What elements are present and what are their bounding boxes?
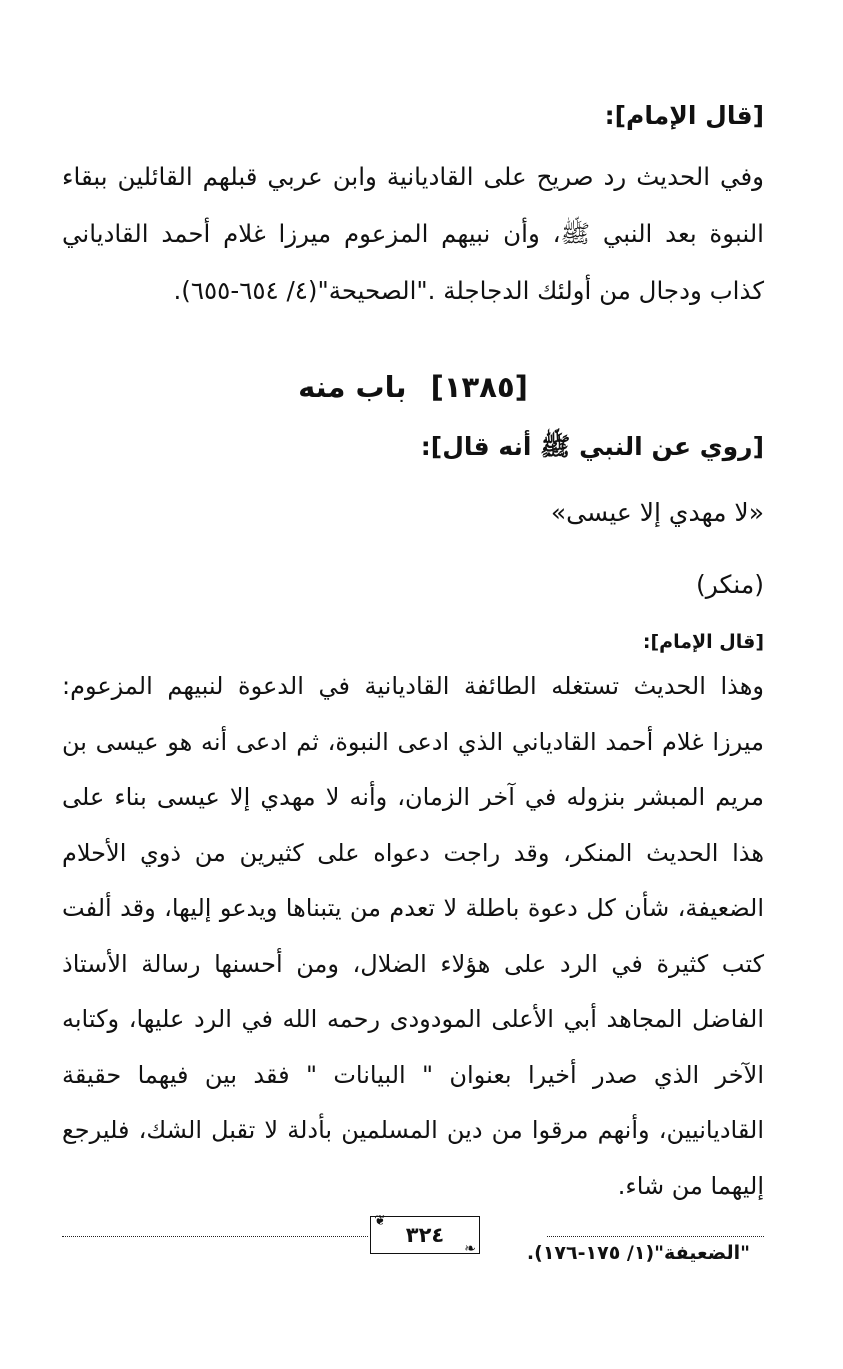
chapter-heading — [62, 361, 764, 413]
commentary-paragraph-2: وهذا الحديث تستغله الطائفة القاديانية في الدعوة لنبيهم المزعوم: ميرزا غلام أحمد القادياني الذي ادعى النبوة، ثم ادعى أنه هو عيسى بن مريم المبشر بنزوله في آخر الزمان، وأنه لا مهدي إلا عيسى بناء على هذا الحديث المنكر، وقد راجت دعواه على كثيرين من ذوي الأحلام الضعيفة، شأن كل دعوة باطلة لا تعدم من يتبناها ويدعو إليها، وقد ألفت كتب كثيرة في الرد على هؤلاء الضلال، ومن أحسنها رسالة الأستاذ الفاضل المجاهد أبي الأعلى المودودى رحمه الله في الرد عليها، وكتابه الآخر الذي صدر أخيرا بعنوان " البيانات " فقد بين فيهما حقيقة القاديانيين، وأنهم مرقوا من دين المسلمين بأدلة لا تقبل الشك، فليرجع إليهما من شاء. — [62, 672, 764, 1200]
footer-rule-right — [547, 1236, 764, 1237]
hadith-grade: (منكر) — [695, 570, 764, 599]
corner-ornament-icon — [367, 1213, 393, 1229]
chapter-title: باب منه — [298, 370, 407, 404]
page-number-box — [370, 1216, 480, 1254]
chapter-number: [١٣٨٥] — [430, 370, 528, 404]
footer-rule-left — [62, 1236, 368, 1237]
narration-intro: [روي عن النبي ﷺ أنه قال]: — [420, 432, 764, 461]
page-body — [62, 96, 764, 1268]
page-footer — [62, 1214, 764, 1258]
imam-label-small: [قال الإمام]: — [642, 631, 764, 653]
imam-label: [قال الإمام]: — [604, 101, 764, 130]
commentary-paragraph: وفي الحديث رد صريح على القاديانية وابن عربي قبلهم القائلين ببقاء النبوة بعد النبي ﷺ، وأن نبيهم المزعوم ميرزا غلام أحمد القادياني كذاب ودجال من أولئك الدجاجلة ."الصحيحة"(٤/ ٦٥٤-٦٥٥). — [62, 162, 764, 305]
source-citation: "الضعيفة"(١/ ١٧٥-١٧٦). — [526, 1242, 750, 1264]
corner-ornament-icon — [457, 1241, 483, 1257]
hadith-text: «لا مهدي إلا عيسى» — [550, 498, 764, 527]
page-number: ٣٢٤ — [405, 1223, 445, 1247]
